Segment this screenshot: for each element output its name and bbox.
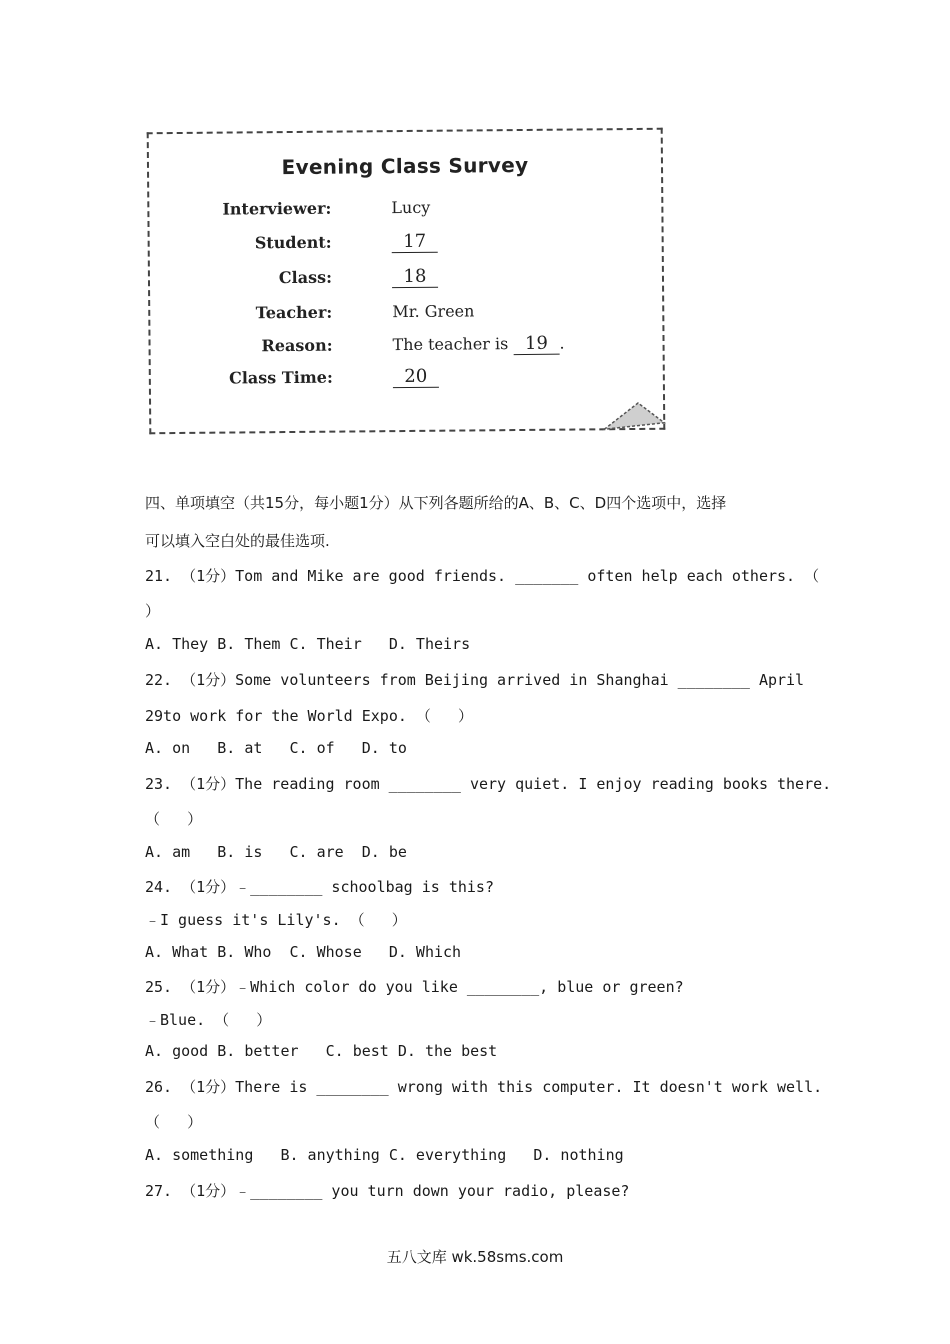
question-26: 26. （1分）There is ________ wrong with this computer. It doesn't work well. (145, 1078, 823, 1096)
question-22-cont: 29to work for the World Expo. （ ） (145, 707, 474, 725)
question-21-cont: ） (145, 602, 161, 620)
blank-19: 19 (513, 334, 559, 355)
row-value: Mr. Green (392, 301, 475, 322)
question-24-cont: ﹣I guess it's Lily's. （ ） (145, 911, 407, 929)
question-22: 22. （1分）Some volunteers from Beijing arrived in Shanghai ________ April (145, 671, 805, 689)
survey-row-interviewer (149, 196, 661, 226)
question-25-cont: ﹣Blue. （ ） (145, 1011, 272, 1029)
section-heading-line2: 可以填入空白处的最佳选项. (145, 532, 330, 550)
survey-row-student (150, 230, 662, 260)
footer-watermark: 五八文库 wk.58sms.com (386, 1248, 564, 1266)
blank-17: 17 (392, 232, 438, 253)
reason-suffix: . (559, 333, 565, 353)
question-23-cont: （ ） (145, 810, 203, 828)
survey-row-reason (150, 333, 662, 363)
question-23: 23. （1分）The reading room ________ very quiet. I enjoy reading books there. (145, 775, 832, 793)
survey-row-class (150, 265, 662, 295)
question-25-options: A. good B. better C. best D. the best (145, 1042, 498, 1060)
question-24-options: A. What B. Who C. Whose D. Which (145, 943, 462, 961)
question-21: 21. （1分）Tom and Mike are good friends. _______ often help each others. （ (145, 567, 820, 585)
survey-title: Evening Class Survey (281, 152, 529, 180)
blank-20: 20 (393, 367, 439, 388)
question-27: 27. （1分）﹣________ you turn down your radio, please? (145, 1182, 630, 1200)
question-26-options: A. something B. anything C. everything D. nothing (145, 1146, 624, 1164)
page-fold-icon (600, 401, 666, 432)
survey-row-teacher (150, 300, 662, 330)
section-heading-line1: 四、单项填空（共15分，每小题1分）从下列各题所给的A、B、C、D四个选项中，选择 (145, 494, 727, 512)
row-value: Lucy (391, 197, 431, 218)
blank-18: 18 (392, 267, 438, 288)
row-label: Teacher: (255, 302, 333, 323)
question-26-cont: （ ） (145, 1113, 203, 1131)
question-22-options: A. on B. at C. of D. to (145, 739, 407, 757)
row-label: Student: (254, 232, 332, 253)
row-label: Reason: (261, 335, 333, 356)
survey-card (147, 128, 666, 434)
row-label: Class Time: (228, 367, 333, 388)
row-label: Interviewer: (222, 198, 332, 219)
reason-prefix: The teacher is (392, 334, 509, 355)
row-label: Class: (278, 267, 333, 288)
question-24: 24. （1分）﹣________ schoolbag is this? (145, 878, 494, 896)
survey-row-class-time (151, 365, 663, 395)
question-23-options: A. am B. is C. are D. be (145, 843, 407, 861)
question-21-options: A. They B. Them C. Their D. Theirs (145, 635, 471, 653)
question-25: 25. （1分）﹣Which color do you like ________, blue or green? (145, 978, 684, 996)
